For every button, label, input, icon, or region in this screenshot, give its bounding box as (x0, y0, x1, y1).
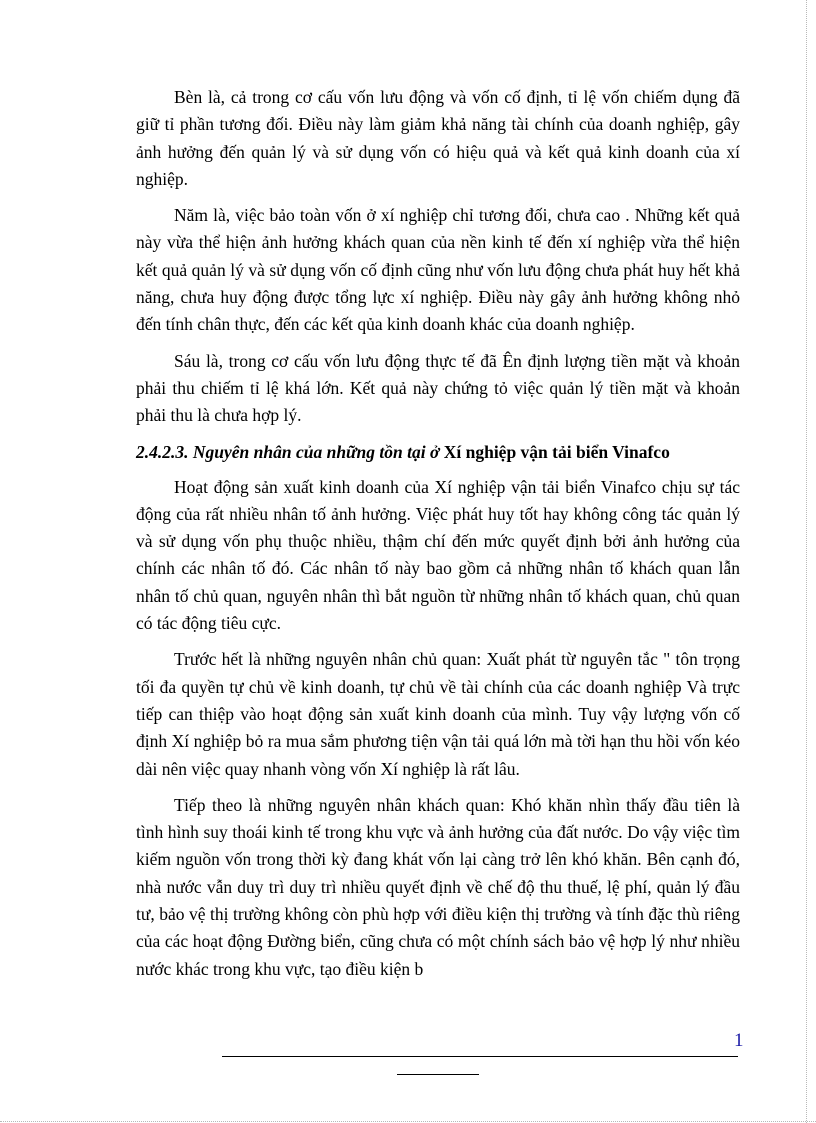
page-number: 1 (734, 1030, 744, 1051)
page-edge-right (806, 0, 807, 1123)
footer-rule (222, 1056, 738, 1057)
section-heading-subject: Xí nghiệp vận tải biển Vinafco (439, 441, 670, 462)
section-heading (136, 439, 740, 466)
paragraph-sau-la: Sáu là, trong cơ cấu vốn lưu động thực tế đã Ên định lượng tiền mặt và khoản phải thu chiếm tỉ lệ khá lớn. Kết quả này chứng tỏ việc quản lý tiền mặt và khoản phải thu là chưa hợp lý. (136, 350, 740, 426)
paragraph-hoat-dong: Hoạt động sản xuất kinh doanh của Xí nghiệp vận tải biển Vinafco chịu sự tác động của rất nhiều nhân tố ảnh hưởng. Việc phát huy tốt hay không công tác quản lý và sử dụng vốn phụ thuộc nhiều, thậm chí đến mức quyết định bởi ảnh hưởng của chính các nhân tố đó. Các nhân tố này bao gồm cả những nhân tố khách quan lẫn nhân tố chủ quan, nguyên nhân thì bắt nguồn từ những nhân tố khách quan, chủ quan có tác động tiêu cực. (136, 476, 740, 634)
paragraph-chu-quan: Trước hết là những nguyên nhân chủ quan: Xuất phát từ nguyên tắc " tôn trọng tối đa quyền tự chủ về kinh doanh, tự chủ về tài chính của các doanh nghiệp Và trực tiếp can thiệp vào hoạt động sản xuất kinh doanh của mình. Tuy vậy lượng vốn cố định Xí nghiệp bỏ ra mua sắm phương tiện vận tải quá lớn mà tời hạn thu hồi vốn kéo dài nên việc quay nhanh vòng vốn Xí nghiệp là rất lâu. (136, 649, 740, 779)
paragraph-khach-quan: Tiếp theo là những nguyên nhân khách quan: Khó khăn nhìn thấy đầu tiên là tình hình suy thoái kinh tế trong khu vực và ảnh hưởng của đất nước. Do vậy việc tìm kiếm nguồn vốn trong thời kỳ đang khát vốn lại càng trở lên khó khăn. Bên cạnh đó, nhà nước vẫn duy trì duy trì nhiều quyết định về chế độ thu thuế, lệ phí, quản lý đầu tư, bảo vệ thị trường không còn phù hợp với điều kiện thị trường và tính đặc thù riêng của các hoạt động Đường biển, cũng chưa có một chính sách bảo vệ hợp lý như nhiều nước khác trong khu vực, tạo điều kiện b (136, 794, 740, 979)
paragraph-nam-la: Năm là, việc bảo toàn vốn ở xí nghiệp chỉ tương đối, chưa cao . Những kết quả này vừa thể hiện ảnh hưởng khách quan của nền kinh tế đến xí nghiệp vừa thể hiện kết quả quản lý và sử dụng vốn cố định cũng như vốn lưu động chưa phát huy hết khả năng, chưa huy động được tổng lực xí nghiệp. Điều này gây ảnh hưởng không nhỏ đến tính chân thực, đến các kết qủa kinh doanh khác của doanh nghiệp. (136, 205, 740, 335)
page-edge-bottom (0, 1121, 816, 1122)
paragraph-ben-la: Bèn là, cả trong cơ cấu vốn lưu động và vốn cố định, tỉ lệ vốn chiếm dụng đã giữ tỉ phần tương đối. Điều này làm giảm khả năng tài chính của doanh nghiệp, gây ảnh hưởng đến quản lý và sử dụng vốn có hiệu quả và kết quả kinh doanh của xí nghiệp. (136, 87, 740, 189)
document-body (136, 84, 740, 992)
footer-rule-short (397, 1074, 479, 1075)
section-heading-number-title: 2.4.2.3. Nguyên nhân của những tồn tại ở (136, 441, 440, 462)
